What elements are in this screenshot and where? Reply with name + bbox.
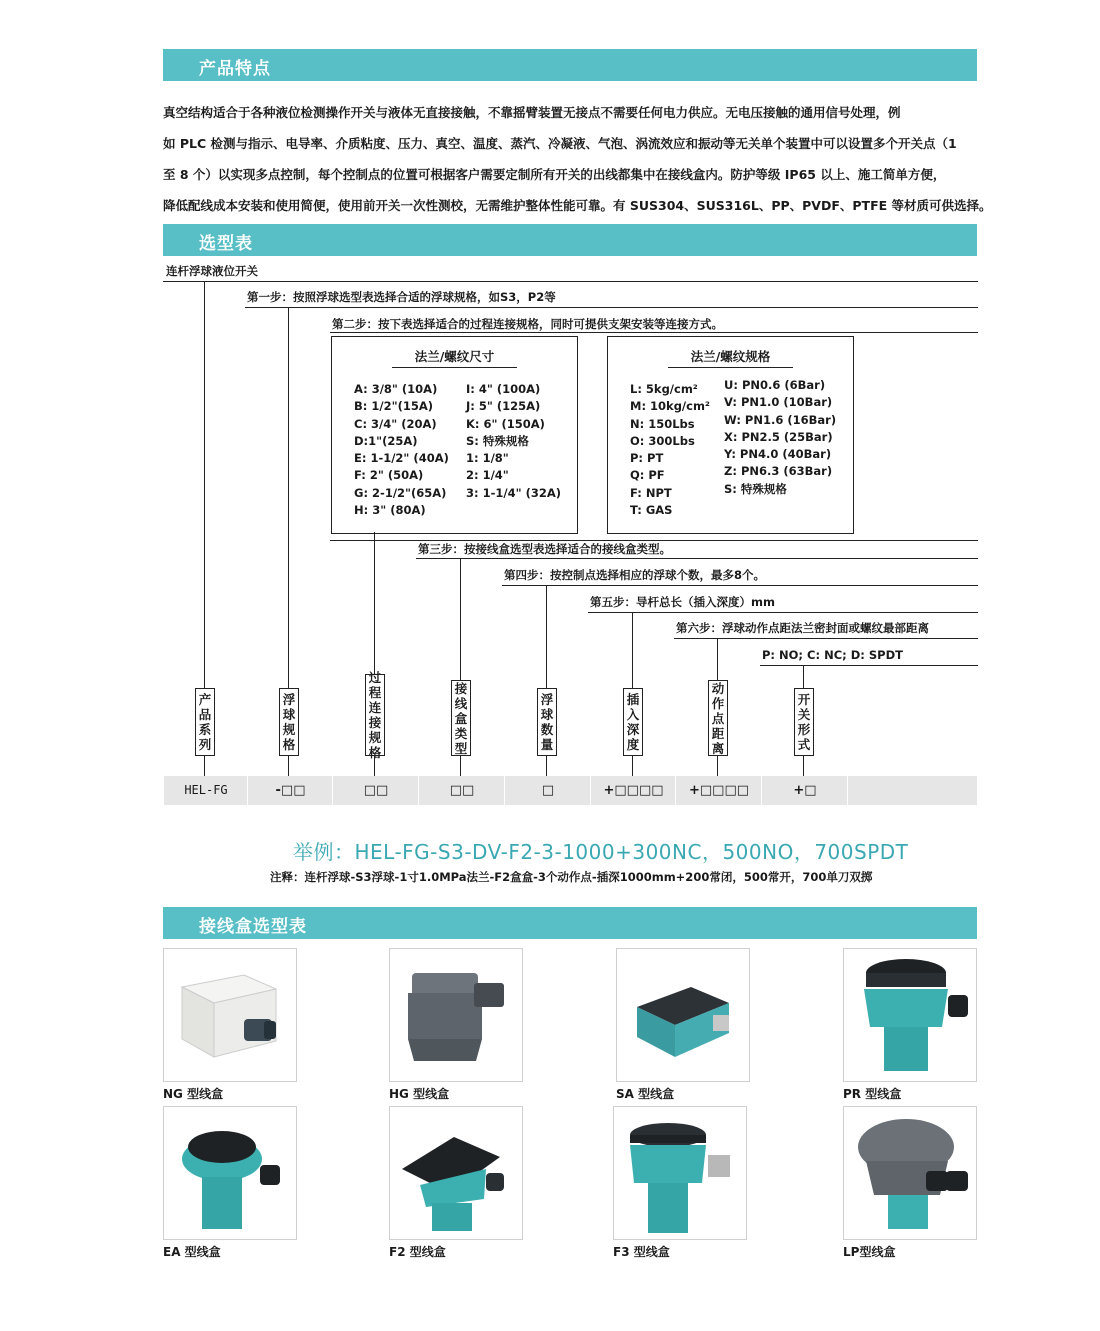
ng-box-icon: [164, 949, 296, 1081]
pr-box-card: [843, 948, 977, 1082]
example-code: 举例：HEL-FG-S3-DV-F2-3-1000+300NC，500NO，700SPDT: [293, 840, 909, 864]
label-product-series: 产品系列: [195, 688, 215, 756]
step-1-text: 第一步：按照浮球选型表选择合适的浮球规格，如S3，P2等: [247, 290, 556, 304]
code-item: S: 特殊规格: [724, 481, 787, 496]
f2-box-icon: [390, 1107, 522, 1239]
step-2-text: 第二步：按下表选择适合的过程连接规格，同时可提供支架安装等连接方式。: [332, 317, 723, 331]
code-item: T: GAS: [630, 503, 673, 518]
code-item: O: 300Lbs: [630, 433, 695, 448]
section-title: 选型表: [199, 234, 253, 254]
section-header-junction: [163, 907, 977, 939]
box-caption: PR 型线盒: [843, 1087, 902, 1101]
box-caption: F3 型线盒: [613, 1245, 670, 1259]
code-item: C: 3/4" (20A): [354, 416, 437, 431]
ng-box-card: [163, 948, 297, 1082]
ea-box-card: [163, 1106, 297, 1240]
code-item: 3: 1-1/4" (32A): [466, 485, 561, 500]
f2-box-card: [389, 1106, 523, 1240]
step-line: [760, 665, 978, 666]
label-process-connection: 过程连接规格: [365, 674, 385, 756]
step-7-text: P: NO; C: NC; D: SPDT: [762, 648, 903, 662]
code-cell: □□: [418, 776, 505, 805]
code-item: D:1"(25A): [354, 433, 418, 448]
code-list: [466, 381, 561, 502]
section-title: 产品特点: [199, 59, 271, 79]
code-cell: -□□: [247, 776, 333, 805]
label-junction-type: 接线盒类型: [451, 680, 471, 756]
box-title: 法兰/螺纹尺寸: [414, 349, 495, 364]
code-item: F: NPT: [630, 485, 672, 500]
product-name-label: 连杆浮球液位开关: [166, 264, 258, 278]
code-item: 1: 1/8": [466, 451, 509, 466]
features-paragraph: [163, 97, 992, 221]
code-cell-empty: [847, 776, 978, 805]
code-item: K: 6" (150A): [466, 416, 545, 431]
box-caption: LP型线盒: [843, 1245, 896, 1259]
step-line: [502, 585, 978, 586]
paragraph-line: 至 8 个）以实现多点控制，每个控制点的位置可根据客户需要定制所有开关的出线都集中在接线盒内。防护等级 IP65 以上、施工简单方便，: [163, 167, 946, 182]
code-list: [354, 381, 449, 519]
box-caption: SA 型线盒: [616, 1087, 675, 1101]
divider: [163, 281, 978, 282]
code-list: [724, 377, 836, 498]
box-title: 法兰/螺纹规格: [690, 349, 771, 364]
code-item: I: 4" (100A): [466, 382, 541, 396]
code-item: J: 5" (125A): [466, 399, 541, 414]
box-caption: HG 型线盒: [389, 1087, 450, 1101]
f3-box-icon: [614, 1107, 746, 1239]
paragraph-line: 如 PLC 检测与指示、电导率、介质粘度、压力、真空、温度、蒸汽、冷凝液、气泡、涡流效应和振动等无关单个装置中可以设置多个开关点（1: [163, 136, 957, 151]
code-item: E: 1-1/2" (40A): [354, 451, 449, 466]
section-title: 接线盒选型表: [199, 917, 307, 937]
code-item: Z: PN6.3 (63Bar): [724, 464, 833, 479]
label-switch-form: 开关形式: [794, 688, 814, 756]
lp-box-icon: [844, 1107, 976, 1239]
code-cell: +□□□□: [590, 776, 676, 805]
code-item: H: 3" (80A): [354, 503, 426, 518]
code-cell: +□□□□: [675, 776, 762, 805]
code-list: [630, 381, 710, 519]
hg-box-card: [389, 948, 523, 1082]
code-item: A: 3/8" (10A): [354, 382, 438, 396]
flange-size-box: [331, 336, 578, 534]
box-caption: NG 型线盒: [163, 1087, 224, 1101]
step-line: [588, 612, 978, 613]
code-item: X: PN2.5 (25Bar): [724, 429, 833, 444]
title-underline: [668, 367, 793, 368]
title-underline: [392, 367, 517, 368]
code-item: G: 2-1/2"(65A): [354, 485, 447, 500]
code-cell: HEL-FG: [163, 776, 248, 805]
code-item: W: PN1.6 (16Bar): [724, 412, 837, 427]
step-3-text: 第三步：按接线盒选型表选择适合的接线盒类型。: [418, 542, 671, 556]
code-item: U: PN0.6 (6Bar): [724, 378, 826, 392]
step-6-text: 第六步：浮球动作点距法兰密封面或螺纹最部距离: [676, 621, 929, 635]
label-float-count: 浮球数量: [537, 688, 557, 756]
code-cell: +□: [761, 776, 848, 805]
section-header-features: [163, 49, 977, 81]
paragraph-line: 真空结构适合于各种液位检测操作开关与液体无直接接触，不靠摇臂装置无接点不需要任何电力供应。无电压接触的通用信号处理，例: [163, 105, 901, 120]
code-cell: □□: [332, 776, 419, 805]
code-item: F: 2" (50A): [354, 468, 424, 483]
pr-box-icon: [844, 949, 976, 1081]
label-float-spec: 浮球规格: [279, 688, 299, 756]
code-item: M: 10kg/cm²: [630, 399, 710, 414]
hg-box-icon: [390, 949, 522, 1081]
code-item: L: 5kg/cm²: [630, 382, 698, 396]
label-insert-depth: 插入深度: [623, 688, 643, 756]
code-cell: □: [504, 776, 591, 805]
sa-box-icon: [617, 949, 749, 1081]
code-item: Q: PF: [630, 468, 665, 483]
box-caption: F2 型线盒: [389, 1245, 446, 1259]
step-4-text: 第四步：按控制点选择相应的浮球个数，最多8个。: [504, 568, 765, 582]
label-action-distance: 动作点距离: [708, 680, 728, 756]
code-item: P: PT: [630, 451, 664, 466]
f3-box-card: [613, 1106, 747, 1240]
sa-box-card: [616, 948, 750, 1082]
code-item: B: 1/2"(15A): [354, 399, 433, 414]
code-item: S: 特殊规格: [466, 433, 529, 448]
step-5-text: 第五步：导杆总长（插入深度）mm: [590, 595, 775, 609]
ea-box-icon: [164, 1107, 296, 1239]
step-line: [245, 307, 978, 308]
code-item: Y: PN4.0 (40Bar): [724, 447, 832, 462]
section-header-selection: [163, 224, 977, 256]
code-item: V: PN1.0 (10Bar): [724, 395, 833, 410]
step-line: [416, 558, 978, 559]
code-item: 2: 1/4": [466, 468, 509, 483]
paragraph-line: 降低配线成本安装和使用简便，使用前开关一次性测校，无需维护整体性能可靠。有 SUS304、SUS316L、PP、PVDF、PTFE 等材质可供选择。: [163, 198, 992, 213]
flange-spec-box: [607, 336, 854, 534]
code-item: N: 150Lbs: [630, 416, 695, 431]
box-caption: EA 型线盒: [163, 1245, 221, 1259]
lp-box-card: [843, 1106, 977, 1240]
example-note: 注释：连杆浮球-S3浮球-1寸1.0MPa法兰-F2盒盒-3个动作点-插深1000mm+200常闭，500常开，700单刀双掷: [270, 870, 873, 884]
step-line: [674, 638, 978, 639]
step-line: [330, 332, 978, 333]
